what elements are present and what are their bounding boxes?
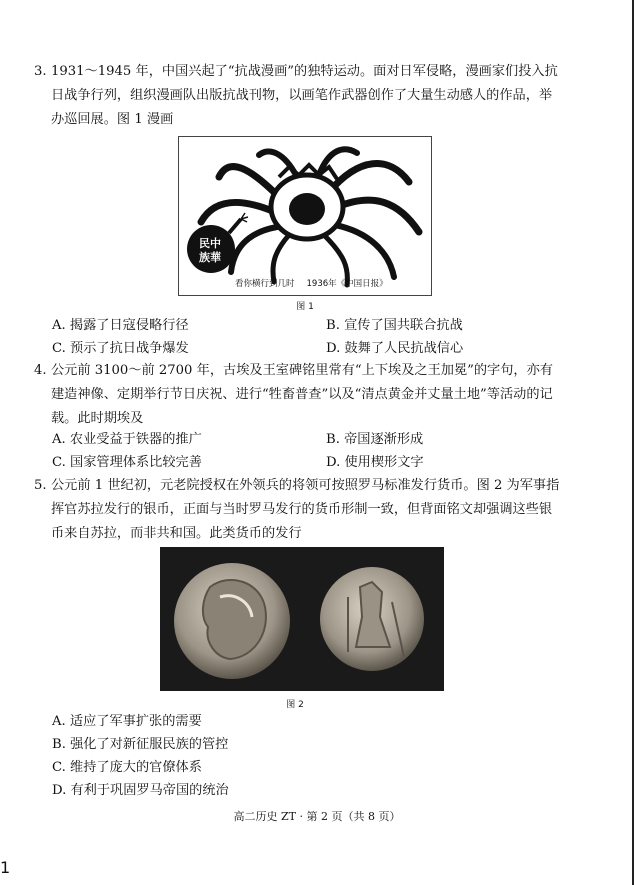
q3-option-a[interactable]: A. 揭露了日寇侵略行径 [52,318,189,333]
q4-option-a[interactable]: A. 农业受益于铁器的推广 [52,432,202,447]
page-footer: 高二历史 ZT · 第 2 页（共 8 页） [233,810,401,823]
q5-option-c[interactable]: C. 维持了庞大的官僚体系 [52,760,202,775]
cartoon-source: 1936年《中国日报》 [306,279,388,289]
q4-option-b[interactable]: B. 帝国逐渐形成 [326,432,424,447]
figure-1-cartoon [178,136,432,296]
figure-2-caption: 图 2 [286,700,304,710]
q4-option-c[interactable]: C. 国家管理体系比较完善 [52,455,202,470]
question-5 [34,474,560,546]
q5-option-a[interactable]: A. 适应了军事扩张的需要 [52,714,202,729]
question-4 [34,359,560,431]
question-3 [34,60,560,132]
figure-1-caption: 图 1 [296,302,314,312]
q5-option-b[interactable]: B. 强化了对新征服民族的管控 [52,737,229,752]
bomb-label: 民中族華 [199,237,221,264]
q3-option-c[interactable]: C. 预示了抗日战争爆发 [52,341,189,356]
question-stem: 公元前 1 世纪初，元老院授权在外领兵的将领可按照罗马标准发行货币。图 2 为军事指挥官苏拉发行的银币，正面与当时罗马发行的货币形制一致，但背面铭文却强调这些银币来自苏拉，而非共和国。此类货币的发行 [51,478,560,541]
corner-mark: 1 [0,858,11,877]
question-number: 3. [34,64,47,79]
cartoon-title: 看你横行到几时 [235,279,295,289]
question-number: 5. [34,478,47,493]
silver-coins-image [160,547,444,691]
question-stem: 公元前 3100～前 2700 年，古埃及王室碑铭里常有“上下埃及之王加冕”的字句，亦有建造神像、定期举行节日庆祝、进行“牲畜普查”以及“清点黄金并丈量土地”等活动的记载。此时期埃及 [51,363,553,426]
spider-crab-cartoon [179,137,431,295]
q4-option-d[interactable]: D. 使用楔形文字 [326,455,424,470]
q5-option-d[interactable]: D. 有利于巩固罗马帝国的统治 [52,783,229,798]
figure-2-coins [160,547,444,691]
cartoon-caption [235,277,388,289]
q3-option-b[interactable]: B. 宣传了国共联合抗战 [326,318,463,333]
question-stem: 1931～1945 年，中国兴起了“抗战漫画”的独特运动。面对日军侵略，漫画家们投入抗日战争行列，组织漫画队出版抗战刊物，以画笔作武器创作了大量生动感人的作品，举办巡回展。图 1 漫画 [51,64,558,127]
q3-option-d[interactable]: D. 鼓舞了人民抗战信心 [326,341,464,356]
question-number: 4. [34,363,47,378]
